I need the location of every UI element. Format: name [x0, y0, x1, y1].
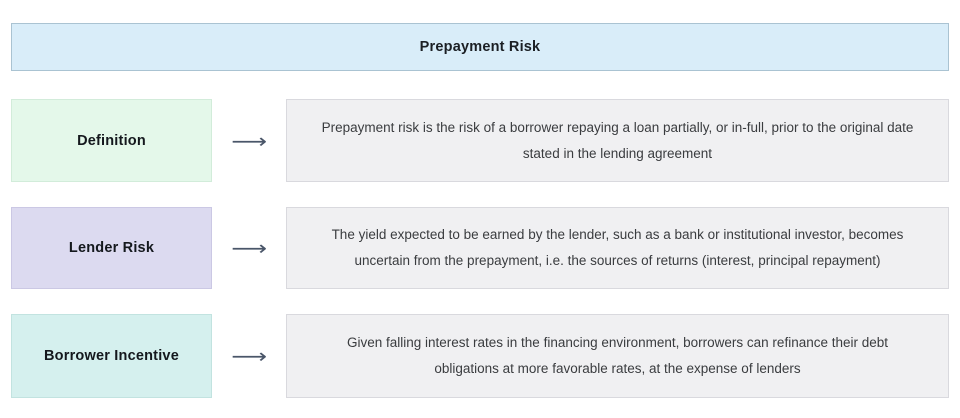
- borrower-incentive-label: Borrower Incentive: [44, 348, 179, 364]
- lender-risk-description-box: [286, 207, 949, 289]
- arrow-cell: [212, 314, 286, 398]
- row-borrower-incentive: [11, 314, 949, 398]
- arrow-cell: [212, 99, 286, 182]
- title-bar: [11, 23, 949, 71]
- lender-risk-label: Lender Risk: [68, 240, 155, 256]
- arrow-cell: [212, 207, 286, 289]
- borrower-incentive-description-box: [286, 314, 949, 398]
- right-arrow-icon: ⟶: [231, 236, 267, 260]
- lender-risk-description: The yield expected to be earned by the lender, such as a bank or institutional investor, becomes uncertain from the prepayment, i.e. the sources of returns (interest, principal repayment): [331, 227, 904, 268]
- row-definition: [11, 99, 949, 182]
- definition-description-box: [286, 99, 949, 182]
- definition-description: Prepayment risk is the risk of a borrower repaying a loan partially, or in-full, prior to the original date stated in the lending agreement: [321, 119, 914, 161]
- page-title: Prepayment Risk: [419, 39, 541, 55]
- borrower-incentive-label-box: [11, 314, 212, 398]
- row-lender-risk: [11, 207, 949, 289]
- definition-label: Definition: [77, 132, 146, 149]
- right-arrow-icon: ⟶: [231, 128, 267, 153]
- borrower-incentive-description: Given falling interest rates in the financing environment, borrowers can refinance their debt obligations at more favorable rates, at the expense of lenders: [346, 335, 889, 376]
- right-arrow-icon: ⟶: [231, 344, 267, 368]
- lender-risk-label-box: [11, 207, 212, 289]
- definition-label-box: [11, 99, 212, 182]
